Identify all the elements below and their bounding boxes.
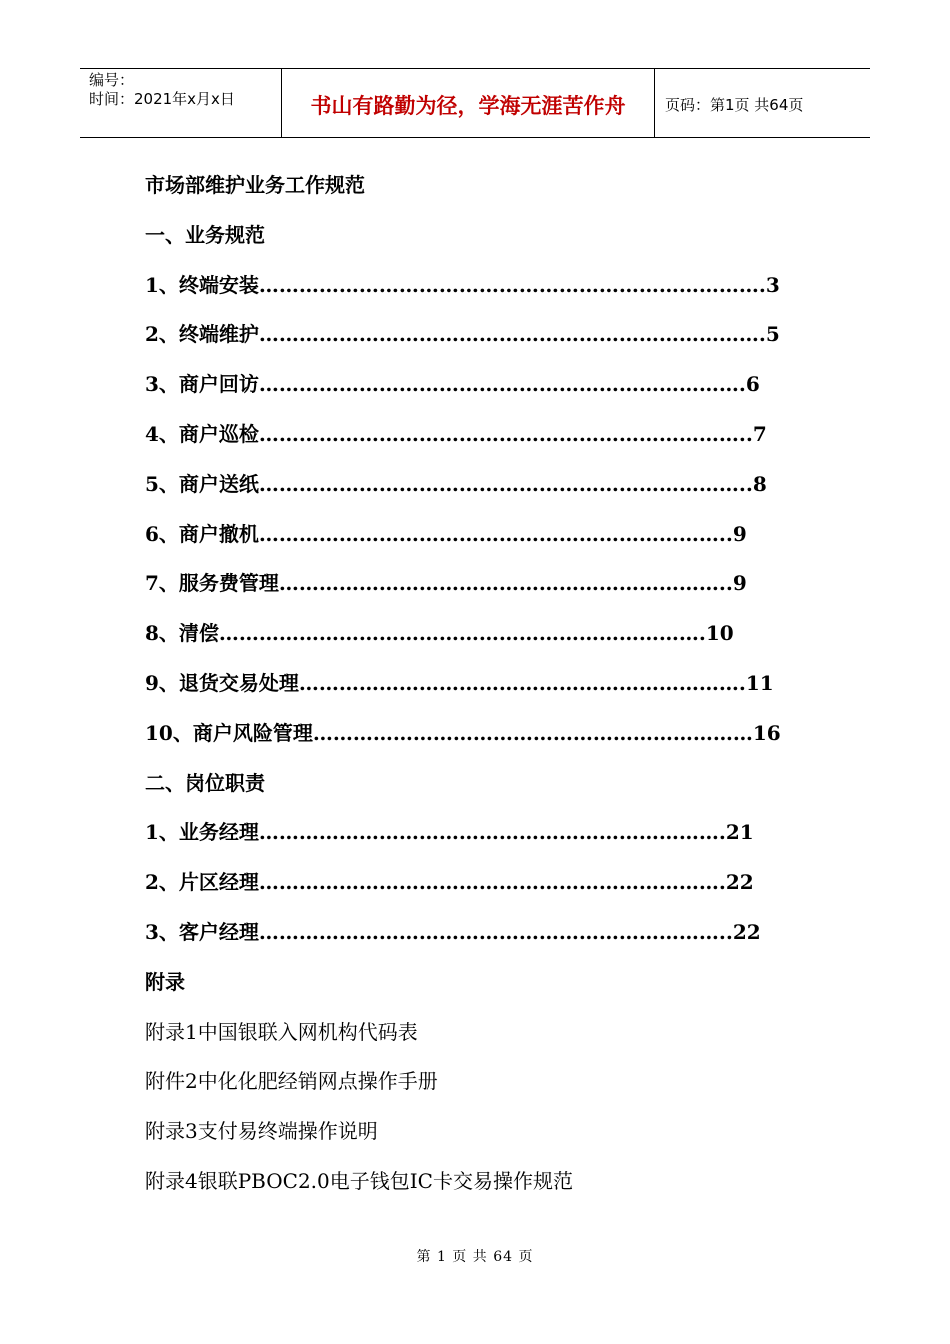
toc-page: 16 — [752, 720, 781, 745]
toc-leader: …………………………………………………………… — [258, 820, 719, 845]
toc-label: 1、终端安装 — [145, 272, 259, 297]
section-heading-1: 一、业务规范 — [145, 222, 265, 247]
toc-page: .11 — [738, 670, 774, 695]
toc-leader: ………………………………………………………… — [258, 272, 699, 297]
time-label: 时间：2021年x月x日 — [89, 90, 235, 108]
toc-entry[interactable] — [145, 466, 805, 516]
toc-entry[interactable] — [145, 715, 805, 765]
toc-leader: ………………………………………………………… — [278, 571, 719, 596]
document-body — [145, 167, 805, 1213]
toc-leader: …………………………………………………………… — [258, 919, 719, 944]
toc-label: 3、客户经理 — [145, 919, 259, 944]
toc-leader: …………………………………………………………… — [258, 421, 719, 446]
page-footer: 第 1 页 共 64 页 — [416, 1249, 534, 1265]
toc-page: .22 — [718, 870, 754, 895]
page-header — [80, 68, 870, 138]
toc-entry[interactable] — [145, 864, 805, 914]
toc-entry[interactable] — [145, 316, 805, 366]
toc-leader: ……………………………………………………………… — [218, 621, 699, 646]
toc-label: 10、商户风险管理 — [145, 720, 313, 745]
toc-label: 6、商户撤机 — [145, 521, 259, 546]
toc-page: .10 — [698, 621, 734, 646]
toc-entry[interactable] — [145, 914, 805, 964]
toc-label: 1、业务经理 — [145, 820, 259, 845]
toc-label: 2、终端维护 — [145, 322, 259, 347]
toc-entry[interactable] — [145, 516, 805, 566]
toc-page: ……….3 — [698, 272, 780, 297]
toc-page: ..9 — [718, 571, 747, 596]
toc-entry[interactable] — [145, 665, 805, 715]
toc-page: …..8 — [718, 471, 767, 496]
toc-page: …..7 — [718, 421, 767, 446]
toc-label: 8、清偿 — [145, 621, 219, 646]
appendix-item: 附录4银联PBOC2.0电子钱包IC卡交易操作规范 — [145, 1168, 573, 1193]
toc-label: 2、片区经理 — [145, 870, 259, 895]
section-heading-2: 二、岗位职责 — [145, 770, 265, 795]
toc-entry[interactable] — [145, 366, 805, 416]
appendix-item: 附录3支付易终端操作说明 — [145, 1119, 378, 1144]
appendix-heading: 附录 — [145, 969, 185, 994]
toc-leader: ………………………………………………………… — [258, 372, 699, 397]
toc-page: ……….5 — [698, 322, 780, 347]
toc-entry[interactable] — [145, 615, 805, 665]
toc-label: 9、退货交易处理 — [145, 670, 299, 695]
toc-entry[interactable] — [145, 814, 805, 864]
toc-label: 5、商户送纸 — [145, 471, 259, 496]
document-title: 市场部维护业务工作规范 — [145, 173, 365, 197]
appendix-item: 附件2中化化肥经销网点操作手册 — [145, 1069, 438, 1094]
toc-label: 7、服务费管理 — [145, 571, 279, 596]
code-label: 编号： — [89, 71, 135, 89]
toc-leader: …………………………………………………………… — [258, 471, 719, 496]
toc-label: 3、商户回访 — [145, 372, 259, 397]
toc-leader: ………………………………………………………… — [258, 322, 699, 347]
header-left-cell — [80, 69, 282, 137]
toc-leader: ………………………………………………………… — [298, 670, 739, 695]
toc-page: ..22 — [718, 919, 761, 944]
motto: 书山有路勤为径，学海无涯苦作舟 — [282, 69, 655, 137]
toc-leader: …………………………………………………………… — [258, 870, 719, 895]
toc-entry[interactable] — [145, 267, 805, 317]
appendix-item: 附录1中国银联入网机构代码表 — [145, 1019, 418, 1044]
page-info: 页码：第1页 共64页 — [665, 95, 804, 114]
toc-leader: …………………………………………………………… — [258, 521, 719, 546]
toc-page: .21 — [718, 820, 754, 845]
toc-entry[interactable] — [145, 416, 805, 466]
toc-leader: ………………………………………………………… — [312, 720, 753, 745]
toc-page: ..9 — [718, 521, 747, 546]
toc-page: …….6 — [698, 372, 760, 397]
toc-entry[interactable] — [145, 565, 805, 615]
toc-label: 4、商户巡检 — [145, 421, 259, 446]
